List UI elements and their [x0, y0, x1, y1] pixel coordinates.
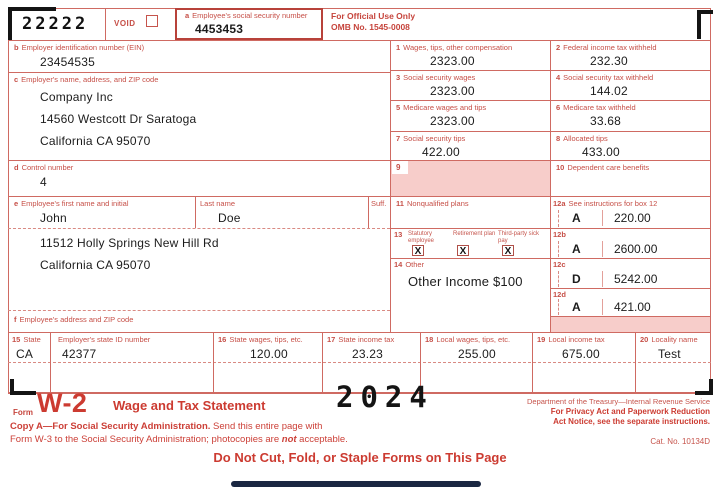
box-9-number: 9 — [392, 161, 408, 174]
grid-line — [532, 332, 533, 392]
grid-line — [390, 228, 711, 229]
corner-mark-top-right — [697, 10, 713, 39]
employer-name: Company Inc — [40, 90, 113, 104]
bottom-indicator-bar — [231, 481, 481, 487]
box-2-label: 2 Federal income tax withheld — [556, 43, 657, 52]
box-13-retirement-label: Retirement plan — [453, 231, 496, 237]
box-13-statutory-checkbox[interactable]: X — [412, 245, 424, 256]
box-12d-label: 12d — [553, 290, 566, 299]
box-20-label: 20 Locality name — [640, 335, 698, 344]
box-13-number: 13 — [394, 230, 403, 239]
box-15-label: 15 State — [12, 335, 41, 344]
box-15-state-value: CA — [16, 347, 34, 361]
box-8-label: 8 Allocated tips — [556, 134, 608, 143]
form-top-border — [8, 8, 711, 9]
box-12b-value: 2600.00 — [614, 242, 658, 256]
copy-a-line2: Form W-3 to the Social Security Administration; photocopies are not acceptable. — [10, 434, 348, 445]
box-12a-value: 220.00 — [614, 211, 651, 225]
box-4-value: 144.02 — [590, 84, 628, 98]
box-b-value: 23454535 — [40, 55, 95, 69]
box-20-value: Test — [658, 347, 681, 361]
box-7-value: 422.00 — [422, 145, 460, 159]
box-12b-code: A — [572, 242, 581, 256]
box-1-label: 1 Wages, tips, other compensation — [396, 43, 513, 52]
box-12a-label: 12a See instructions for box 12 — [553, 199, 658, 208]
state-id-label: Employer's state ID number — [58, 335, 151, 344]
employee-last-name: Doe — [218, 211, 241, 225]
box-f-label: f Employee's address and ZIP code — [14, 315, 134, 324]
code-amount-divider — [602, 299, 603, 315]
code-column-dotted — [558, 271, 559, 287]
box-3-label: 3 Social security wages — [396, 73, 476, 82]
form-name-w2: W-2 — [37, 388, 88, 418]
code-column-dotted — [558, 299, 559, 315]
official-use-line1: For Official Use Only — [331, 11, 416, 21]
box-5-value: 2323.00 — [430, 114, 475, 128]
box-9-shaded-area — [391, 161, 550, 196]
box-12c-code: D — [572, 272, 581, 286]
grid-line-dotted — [8, 310, 390, 311]
suffix-label: Suff. — [371, 199, 387, 208]
box-10-label: 10 Dependent care benefits — [556, 163, 650, 172]
employee-first-name: John — [40, 211, 67, 225]
grid-line — [105, 8, 106, 40]
box-a-ssn — [175, 8, 323, 40]
box-6-value: 33.68 — [590, 114, 622, 128]
box-c-label: c Employer's name, address, and ZIP code — [14, 75, 159, 84]
form-word: Form — [13, 408, 33, 417]
official-use-text — [331, 11, 415, 33]
void-label: VOID — [114, 19, 136, 28]
employee-city-state-zip: California CA 95070 — [40, 258, 151, 272]
box-13-thirdparty-checkbox[interactable]: X — [502, 245, 514, 256]
grid-line-dotted — [8, 362, 711, 363]
box-b-label: b Employer identification number (EIN) — [14, 43, 145, 52]
grid-line — [8, 40, 711, 41]
tax-year: 2024 — [336, 380, 434, 414]
box-13-retirement-checkbox[interactable]: X — [457, 245, 469, 256]
privacy-notice — [551, 407, 710, 427]
grid-line-dotted — [8, 228, 390, 229]
form-left-border — [8, 8, 9, 393]
code-column-dotted — [558, 210, 559, 227]
box-11-label: 11 Nonqualified plans — [396, 199, 469, 208]
grid-line — [322, 332, 323, 392]
box-a-label: Employee's social security number — [192, 11, 308, 20]
box-17-value: 23.23 — [352, 347, 384, 361]
box-6-label: 6 Medicare tax withheld — [556, 103, 636, 112]
box-8-value: 433.00 — [582, 145, 620, 159]
void-checkbox[interactable] — [146, 15, 158, 27]
grid-line — [8, 160, 711, 161]
privacy-line1: For Privacy Act and Paperwork Reduction — [550, 407, 710, 416]
box-d-value: 4 — [40, 175, 47, 189]
grid-line — [8, 196, 711, 197]
box-13-thirdparty-label: Third-party sick pay — [498, 231, 540, 244]
box-12d-code: A — [572, 300, 581, 314]
box-18-value: 255.00 — [458, 347, 496, 361]
catalog-number: Cat. No. 10134D — [650, 437, 710, 446]
box-16-label: 16 State wages, tips, etc. — [218, 335, 303, 344]
grid-line — [635, 332, 636, 392]
grid-line — [390, 258, 711, 259]
grid-line — [8, 72, 390, 73]
box-12d-value: 421.00 — [614, 300, 651, 314]
box-19-value: 675.00 — [562, 347, 600, 361]
corner-mark-bottom-right — [695, 379, 713, 395]
box-16-value: 120.00 — [250, 347, 288, 361]
grid-line — [195, 196, 196, 228]
grid-line — [368, 196, 369, 228]
grid-line — [213, 332, 214, 392]
code-amount-divider — [602, 210, 603, 226]
privacy-line2: Act Notice, see the separate instructions. — [553, 417, 710, 426]
box-e-label: e Employee's first name and initial — [14, 199, 129, 208]
grid-line — [390, 131, 711, 132]
box-12c-value: 5242.00 — [614, 272, 658, 286]
code-column-dotted — [558, 241, 559, 257]
code-amount-divider — [602, 241, 603, 257]
box-7-label: 7 Social security tips — [396, 134, 466, 143]
box-14-label: 14 Other — [394, 260, 425, 269]
box-1-value: 2323.00 — [430, 54, 475, 68]
corner-mark-bottom-left — [10, 379, 36, 395]
code-amount-divider — [602, 271, 603, 287]
employer-address: 14560 Westcott Dr Saratoga — [40, 112, 197, 126]
box-d-label: d Control number — [14, 163, 74, 172]
box-4-label: 4 Social security tax withheld — [556, 73, 654, 82]
box-12c-label: 12c — [553, 260, 566, 269]
state-id-value: 42377 — [62, 347, 97, 361]
box-13-statutory-label: Statutory employee — [408, 231, 435, 244]
box-12a-code: A — [572, 211, 581, 225]
grid-line — [550, 288, 711, 289]
box-14-value: Other Income $100 — [408, 274, 523, 289]
box-a-value: 4453453 — [195, 22, 244, 36]
grid-line — [390, 100, 711, 101]
box-2-value: 232.30 — [590, 54, 628, 68]
box-12b-label: 12b — [553, 230, 566, 239]
box-a-num: a — [185, 11, 190, 20]
treasury-dept-line: Department of the Treasury—Internal Revenue Service — [526, 397, 710, 406]
form-title: Wage and Tax Statement — [113, 398, 266, 413]
grid-line — [8, 332, 711, 333]
do-not-cut-warning: Do Not Cut, Fold, or Staple Forms on This Page — [213, 450, 507, 465]
box-19-label: 19 Local income tax — [537, 335, 605, 344]
box-18-label: 18 Local wages, tips, etc. — [425, 335, 511, 344]
employee-street-address: 11512 Holly Springs New Hill Rd — [40, 236, 219, 250]
box-3-value: 2323.00 — [430, 84, 475, 98]
copy-a-line1: Copy A—For Social Security Administration. Send this entire page with — [10, 421, 323, 432]
box-17-label: 17 State income tax — [327, 335, 395, 344]
grid-line — [50, 332, 51, 392]
omb-number: OMB No. 1545-0008 — [331, 22, 410, 32]
employer-city-state-zip: California CA 95070 — [40, 134, 151, 148]
form-code-22222: 22222 — [22, 14, 89, 34]
last-name-label: Last name — [200, 199, 236, 208]
box-12-shaded-strip — [551, 317, 710, 332]
grid-line — [390, 70, 711, 71]
box-5-label: 5 Medicare wages and tips — [396, 103, 487, 112]
form-right-border — [710, 8, 711, 393]
